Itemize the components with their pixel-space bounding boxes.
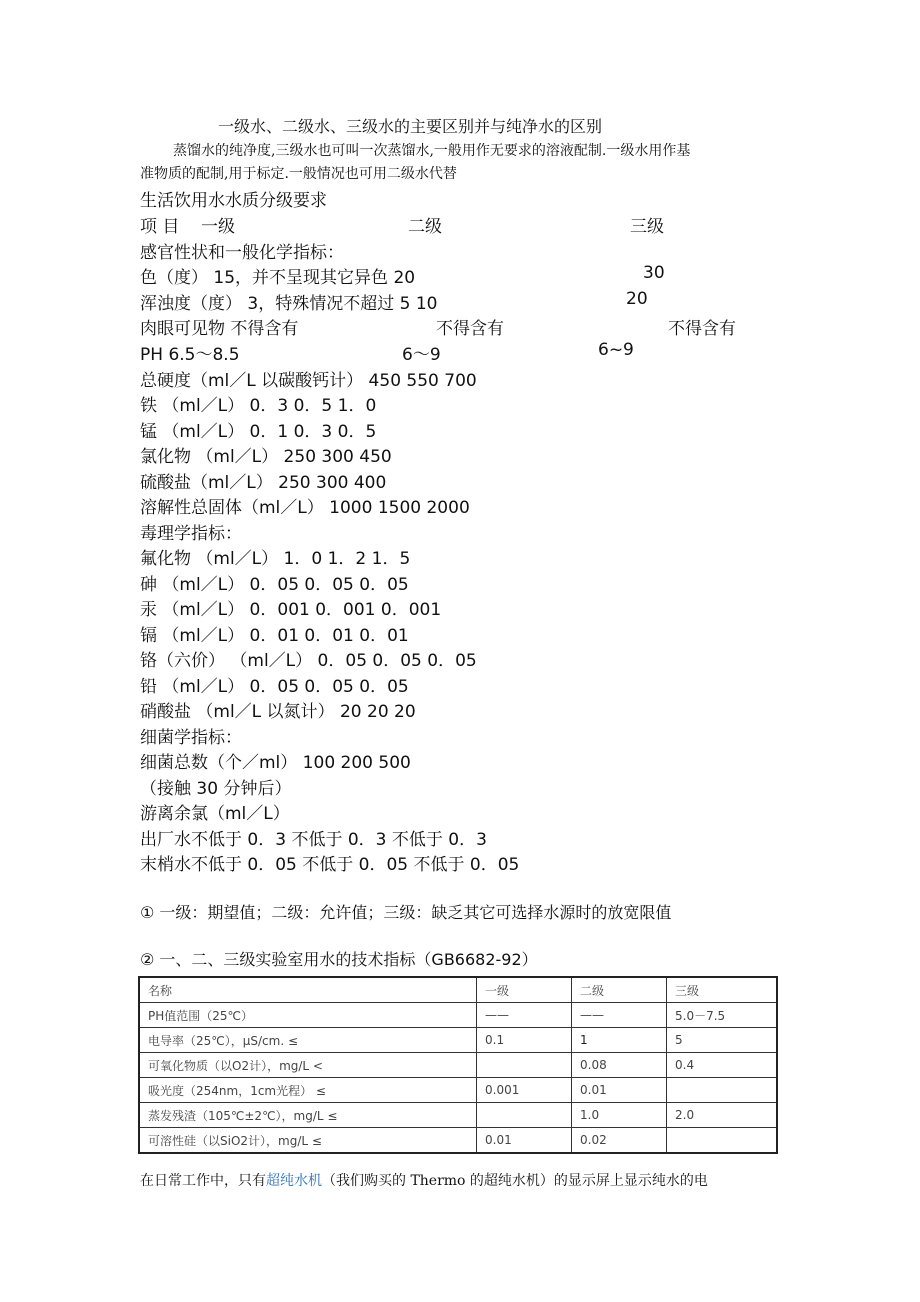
table-cell: 吸光度（254nm，1cm光程） ≤ <box>139 1078 477 1103</box>
table-cell: —— <box>477 1003 572 1028</box>
table-cell: 电导率（25℃），μS/cm. ≤ <box>139 1028 477 1053</box>
intro-line-2: 准物质的配制,用于标定.一般情况也可用二级水代替 <box>140 166 457 182</box>
value-level3: 6~9 <box>598 340 634 360</box>
list-item: 硫酸盐（ml／L） 250 300 400 <box>140 473 387 493</box>
line-text: PH 6.5～8.5 <box>140 345 240 365</box>
list-item <box>140 263 665 288</box>
table-row <box>139 1078 777 1103</box>
table-cell <box>667 1128 778 1154</box>
table-cell: 5.0－7.5 <box>667 1003 778 1028</box>
table-header-row <box>139 977 777 1003</box>
col-header-level2: 二级 <box>408 217 442 237</box>
list-item: 细菌学指标： <box>140 728 242 748</box>
table-cell: 0.01 <box>572 1078 667 1103</box>
table-header-cell: 二级 <box>572 977 667 1003</box>
list-item: 毒理学指标： <box>140 524 242 544</box>
list-item: 总硬度（ml／L 以碳酸钙计） 450 550 700 <box>140 371 477 391</box>
list-item: 氯化物 （ml／L） 250 300 450 <box>140 447 392 467</box>
table-cell <box>477 1053 572 1078</box>
table-cell: 1.0 <box>572 1103 667 1128</box>
note-1: ① 一级：期望值；二级：允许值；三级：缺乏其它可选择水源时的放宽限值 <box>140 903 672 922</box>
footer-text: （我们购买的 Thermo 的超纯水机）的显示屏上显示纯水的电 <box>322 1173 708 1189</box>
list-item: 铬（六价） （ml／L） 0．05 0．05 0．05 <box>140 651 477 671</box>
table-cell: 0.01 <box>477 1128 572 1154</box>
line-text: 浑浊度（度） 3，特殊情况不超过 5 10 <box>140 294 438 314</box>
list-item: 硝酸盐 （ml／L 以氮计） 20 20 20 <box>140 702 416 722</box>
list-item: 末梢水不低于 0．05 不低于 0．05 不低于 0．05 <box>140 855 520 875</box>
table-cell: 0.02 <box>572 1128 667 1154</box>
value-level2: 不得含有 <box>436 319 504 339</box>
intro-line-1: 蒸馏水的纯净度,三级水也可叫一次蒸馏水,一般用作无要求的溶液配制.一级水用作基 <box>173 143 691 159</box>
table-cell: —— <box>572 1003 667 1028</box>
table-row <box>139 1028 777 1053</box>
list-item: 游离余氯（ml／L） <box>140 804 290 824</box>
table-cell: 1 <box>572 1028 667 1053</box>
value-level3: 30 <box>643 263 665 283</box>
table-cell: 0.001 <box>477 1078 572 1103</box>
list-item: 铅 （ml／L） 0．05 0．05 0．05 <box>140 677 409 697</box>
col-header-level3: 三级 <box>630 217 664 237</box>
list-item: 铁 （ml／L） 0．3 0．5 1．0 <box>140 396 377 416</box>
page-title: 一级水、二级水、三级水的主要区别并与纯净水的区别 <box>218 117 603 136</box>
value-level3: 不得含有 <box>668 319 736 339</box>
table-row <box>139 1128 777 1154</box>
table-cell: 5 <box>667 1028 778 1053</box>
section-heading: 生活饮用水水质分级要求 <box>140 191 327 211</box>
table-cell: 2.0 <box>667 1103 778 1128</box>
table-header-cell: 名称 <box>139 977 477 1003</box>
table-cell: 0.08 <box>572 1053 667 1078</box>
list-item: 汞 （ml／L） 0．001 0．001 0．001 <box>140 600 442 620</box>
footer-paragraph <box>140 1170 708 1190</box>
list-item <box>140 340 634 365</box>
ultrapure-water-machine-link[interactable]: 超纯水机 <box>266 1173 322 1189</box>
list-item: 溶解性总固体（ml／L） 1000 1500 2000 <box>140 498 470 518</box>
table-header-cell: 一级 <box>477 977 572 1003</box>
list-item: 砷 （ml／L） 0．05 0．05 0．05 <box>140 575 409 595</box>
note-2: ② 一、二、三级实验室用水的技术指标（GB6682-92） <box>140 950 538 969</box>
table-cell <box>477 1103 572 1128</box>
value-level3: 20 <box>626 289 648 309</box>
list-item: 镉 （ml／L） 0．01 0．01 0．01 <box>140 626 409 646</box>
list-item: （接触 30 分钟后） <box>140 779 292 799</box>
line-text: 色（度） 15，并不呈现其它异色 20 <box>140 268 416 288</box>
lab-water-spec-table <box>138 976 778 1154</box>
table-row <box>139 1103 777 1128</box>
value-level2: 6～9 <box>402 345 441 365</box>
table-cell: 0.1 <box>477 1028 572 1053</box>
footer-text: 在日常工作中，只有 <box>140 1173 266 1189</box>
table-row <box>139 1003 777 1028</box>
list-item: 出厂水不低于 0．3 不低于 0．3 不低于 0．3 <box>140 830 487 850</box>
column-header-row <box>140 212 664 237</box>
col-header-item: 项 目 <box>140 217 180 237</box>
table-header-cell: 三级 <box>667 977 778 1003</box>
list-item: 细菌总数（个／ml） 100 200 500 <box>140 753 411 773</box>
list-item <box>140 289 648 314</box>
list-item: 锰 （ml／L） 0．1 0．3 0．5 <box>140 422 377 442</box>
table-row <box>139 1053 777 1078</box>
col-header-level1: 一级 <box>201 217 236 237</box>
table-cell: PH值范围（25℃） <box>139 1003 477 1028</box>
table-cell: 可氧化物质（以O2计），mg/L < <box>139 1053 477 1078</box>
list-item: 感官性状和一般化学指标： <box>140 243 344 263</box>
list-item <box>140 314 736 339</box>
table-cell: 蒸发残渣（105℃±2℃），mg/L ≤ <box>139 1103 477 1128</box>
table-cell: 0.4 <box>667 1053 778 1078</box>
table-cell <box>667 1078 778 1103</box>
line-text: 肉眼可见物 不得含有 <box>140 319 299 339</box>
table-cell: 可溶性硅（以SiO2计），mg/L ≤ <box>139 1128 477 1154</box>
list-item: 氟化物 （ml／L） 1．0 1．2 1．5 <box>140 549 411 569</box>
